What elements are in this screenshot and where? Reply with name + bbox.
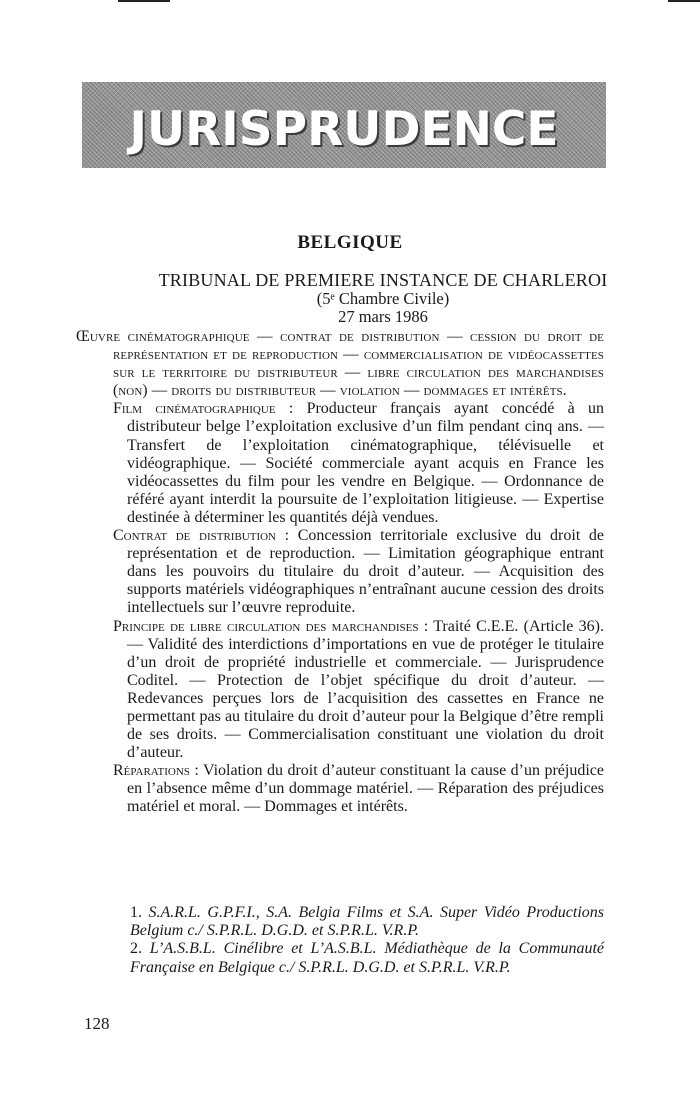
section-heading: Film cinématographique : — [113, 400, 294, 418]
section-text: Traité C.E.E. (Article 36). — Validité des interdictions d’importations en vue de protéger le titulaire d’un droit de propriété industrielle et commerciale. — Jurisprudence Coditel. — Protection de l’objet spécifique du droit d’auteur. — Redevances perçues lors de l’acquisition des cassettes en France ne permettant pas au titulaire du droit d’auteur pour la Belgique d’être rempli de ses droits. — Commercialisation constituant une violation du droit d’auteur. — [127, 617, 604, 762]
section-text: Violation du droit d’auteur constituant la cause d’un préjudice en l’absence même d’un dommage matériel. — Réparation des préjudices matériel et moral. — Dommages et intérêts. — [127, 762, 604, 816]
section-text: Producteur français ayant concédé à un distributeur belge l’exploitation exclusive d’un film pendant cinq ans. — Transfert de l’exploitation cinématographique, télévisuelle et vidéographique. — Société commerciale ayant acquis en France les vidéocassettes du film pour les vendre en Belgique. — Ordonnance de référé ayant interdit la poursuite de l’exploitation litigieuse. — Expertise destinée à déterminer les quantités déjà vendues. — [127, 400, 604, 526]
section-heading: Contrat de distribution : — [113, 527, 290, 545]
case-summary — [76, 328, 604, 817]
chamber-name: (5ᵉ Chambre Civile) — [316, 289, 450, 308]
parties-list — [130, 904, 604, 977]
party-text: L’A.S.B.L. Cinélibre et L’A.S.B.L. Médiathèque de la Communauté Française en Belgique c./ S.P.R.L. D.G.D. et S.P.R.L. V.R.P. — [130, 940, 604, 976]
country-heading: BELGIQUE — [297, 232, 403, 253]
summary-section-contract — [76, 527, 604, 617]
jurisprudence-banner — [82, 82, 606, 168]
scan-edge-left — [118, 0, 170, 2]
section-text: Concession territoriale exclusive du droit de représentation et de reproduction. — Limitation géographique entrant dans les pouvoirs du titulaire du droit d’auteur. — Acquisition des supports matériels vidéographiques n’entraînant aucune cession des droits intellectuels sur l’œuvre reproduite. — [127, 527, 605, 617]
page-number: 128 — [84, 1014, 110, 1033]
scan-edge-right — [668, 0, 700, 2]
party-entry — [130, 904, 604, 940]
party-number: 1. — [130, 904, 142, 921]
summary-section-film — [76, 400, 604, 527]
court-name: TRIBUNAL DE PREMIERE INSTANCE DE CHARLEROI — [158, 270, 608, 290]
banner-title: JURISPRUDENCE — [129, 101, 559, 157]
judgment-date: 27 mars 1986 — [338, 307, 428, 326]
summary-section-free-circulation — [76, 618, 604, 763]
summary-section-reparations — [76, 762, 604, 816]
section-heading: Réparations : — [113, 762, 199, 780]
section-heading: Principe de libre circulation des marchandises : — [113, 617, 429, 635]
party-text: S.A.R.L. G.P.F.I., S.A. Belgia Films et S.A. Super Vidéo Productions Belgium c./ S.P.R.L. D.G.D. et S.P.R.L. V.R.P. — [130, 904, 604, 940]
summary-intro: Œuvre cinématographique — contrat de distribution — cession du droit de représentation et de reproduction — commercialisation de vidéocassettes sur le territoire du distributeur — libre circulation des marchandises (non) — droits du distributeur — violation — dommages et intérêts. — [76, 328, 604, 400]
party-number: 2. — [130, 940, 142, 958]
party-entry — [130, 940, 604, 976]
